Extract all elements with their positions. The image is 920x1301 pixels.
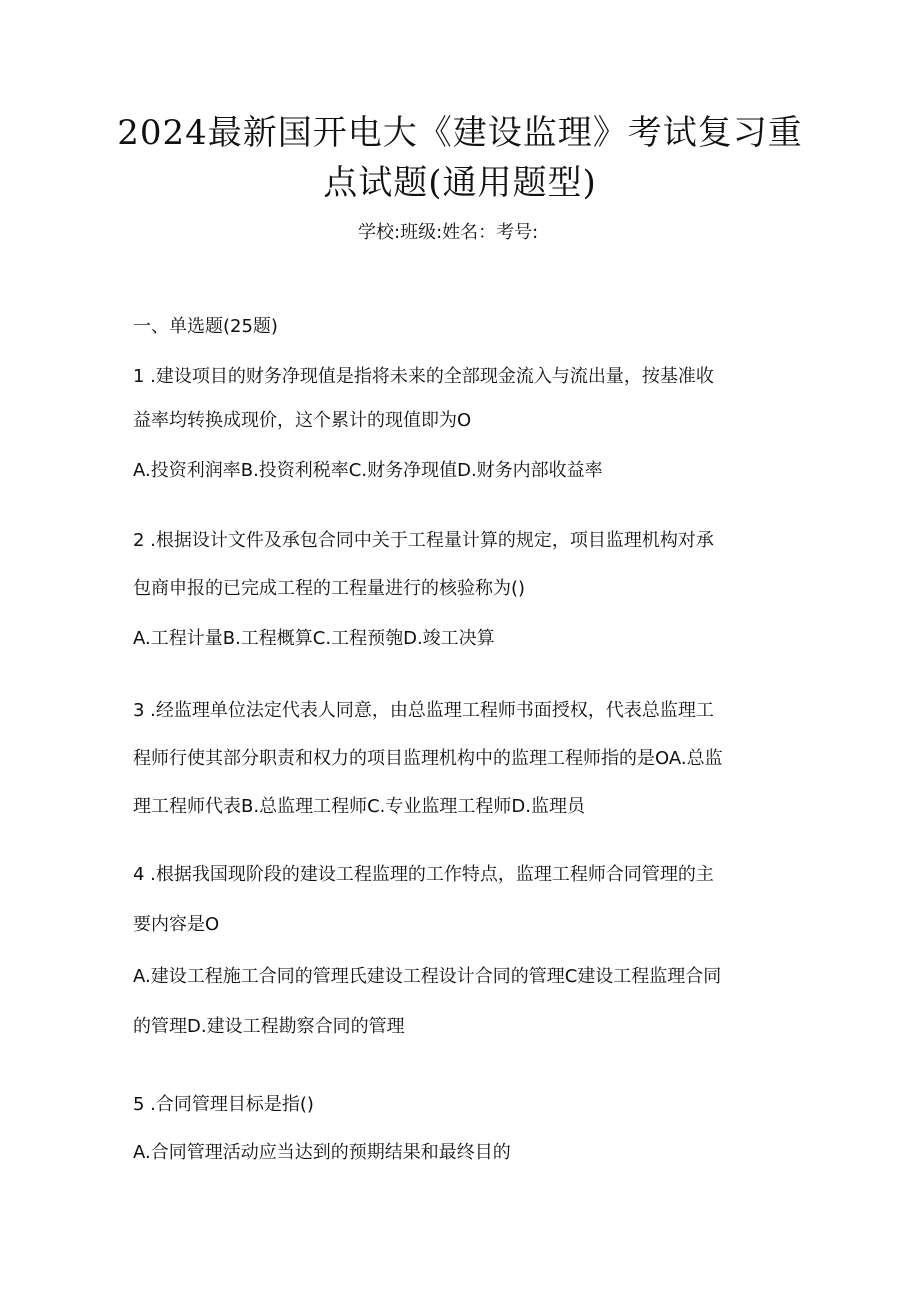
section-heading: 一、单选题(25题) (133, 316, 278, 337)
question-4-line-1: 4 .根据我国现阶段的建设工程监理的工作特点，监理工程师合同管理的主 (133, 864, 714, 885)
question-1-options: A.投资利润率B.投资利税率C.财务净现值D.财务内部收益率 (133, 460, 603, 481)
document-title (100, 108, 820, 208)
question-1-line-1: 1 .建设项目的财务净现值是指将未来的全部现金流入与流出量，按基准收 (133, 366, 714, 387)
title-line-2: 点试题(通用题型) (323, 163, 597, 203)
question-3-line-2: 程师行使其部分职责和权力的项目监理机构中的监理工程师指的是OA.总监 (133, 748, 723, 769)
student-info-line: 学校:班级:姓名：考号: (358, 222, 539, 243)
question-3-line-1: 3 .经监理单位法定代表人同意，由总监理工程师书面授权，代表总监理工 (133, 700, 714, 721)
question-5-options: A.合同管理活动应当达到的预期结果和最终目的 (133, 1142, 511, 1163)
question-5-line-1: 5 .合同管理目标是指() (133, 1094, 314, 1115)
question-2-line-2: 包商申报的已完成工程的工程量进行的核验称为() (133, 578, 526, 599)
question-4-options-line-1: A.建设工程施工合同的管理氏建设工程设计合同的管理C建设工程监理合同 (133, 966, 722, 987)
question-2-line-1: 2 .根据设计文件及承包合同中关于工程量计算的规定，项目监理机构对承 (133, 530, 714, 551)
question-3-line-3: 理工程师代表B.总监理工程师C.专业监理工程师D.监理员 (133, 796, 585, 817)
question-4-line-2: 要内容是O (133, 914, 220, 935)
question-4-options-line-2: 的管理D.建设工程勘察合同的管理 (133, 1016, 405, 1037)
question-2-options: A.工程计量B.工程概算C.工程预匏D.竣工决算 (133, 628, 495, 649)
question-1-line-2: 益率均转换成现价，这个累计的现值即为O (133, 410, 472, 431)
title-line-1: 2024最新国开电大《建设监理》考试复习重 (117, 113, 803, 153)
